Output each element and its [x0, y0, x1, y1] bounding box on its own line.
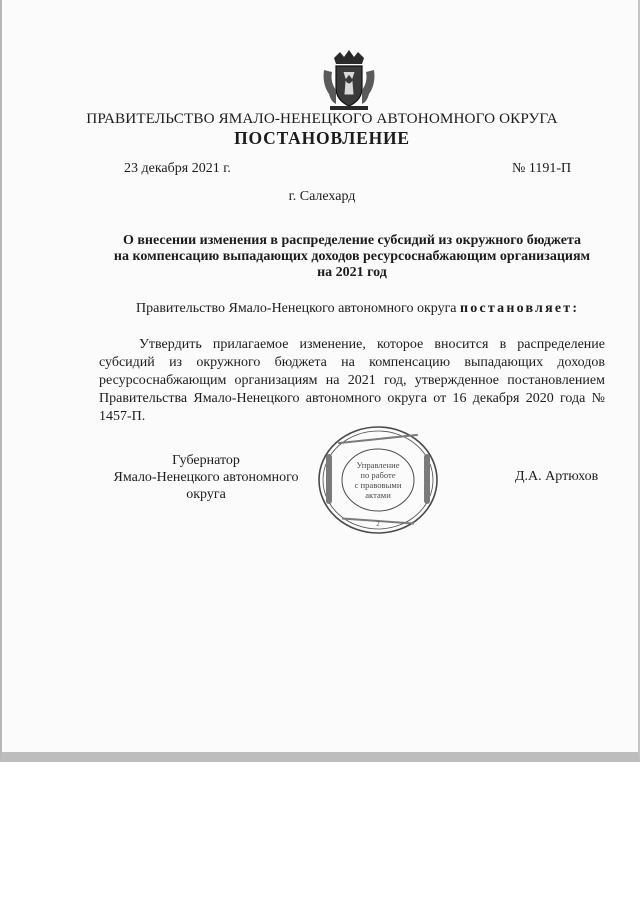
role-line: Губернатор — [172, 453, 240, 468]
signatory-name: Д.А. Артюхов — [515, 469, 599, 484]
government-name: ПРАВИТЕЛЬСТВО ЯМАЛО-НЕНЕЦКОГО АВТОНОМНОГО ОКРУГА — [86, 110, 558, 127]
resolution-body: Утвердить прилагаемое изменение, которое вносится в распределение субсидий из окружного бюджета на компенсацию выпадающих доходов ресурсоснабжающим организациям на 2021 год, утвержденное постановлением Правительства Ямало-Ненецкого автономного округа от 16 декабря 2020 года № 1457-П. — [99, 337, 605, 424]
signatory-role — [98, 452, 314, 503]
stamp-line: актами — [365, 490, 391, 500]
document-city: г. Салехард — [288, 189, 356, 204]
stamp-line: Управление — [356, 460, 400, 470]
stamp-line: по работе — [360, 470, 396, 480]
title-line: на 2021 год — [317, 265, 387, 280]
role-line: Ямало-Ненецкого автономного округа — [113, 470, 299, 502]
document-type: ПОСТАНОВЛЕНИЕ — [234, 128, 410, 148]
official-stamp — [316, 424, 440, 536]
intro-emphasis: постановляет: — [460, 301, 580, 316]
stamp-number: 2 — [376, 520, 380, 528]
title-line: на компенсацию выпадающих доходов ресурсоснабжающим организациям — [113, 249, 591, 264]
document-number: № 1191-П — [512, 161, 572, 176]
coat-of-arms-icon — [320, 48, 378, 112]
intro-text: Правительство Ямало-Ненецкого автономного округа — [136, 301, 461, 316]
resolution-intro — [136, 301, 579, 317]
stamp-line: с правовыми — [354, 480, 402, 490]
title-line: О внесении изменения в распределение субсидий из окружного бюджета — [122, 233, 582, 248]
document-title — [82, 233, 622, 281]
document-date: 23 декабря 2021 г. — [124, 161, 231, 176]
